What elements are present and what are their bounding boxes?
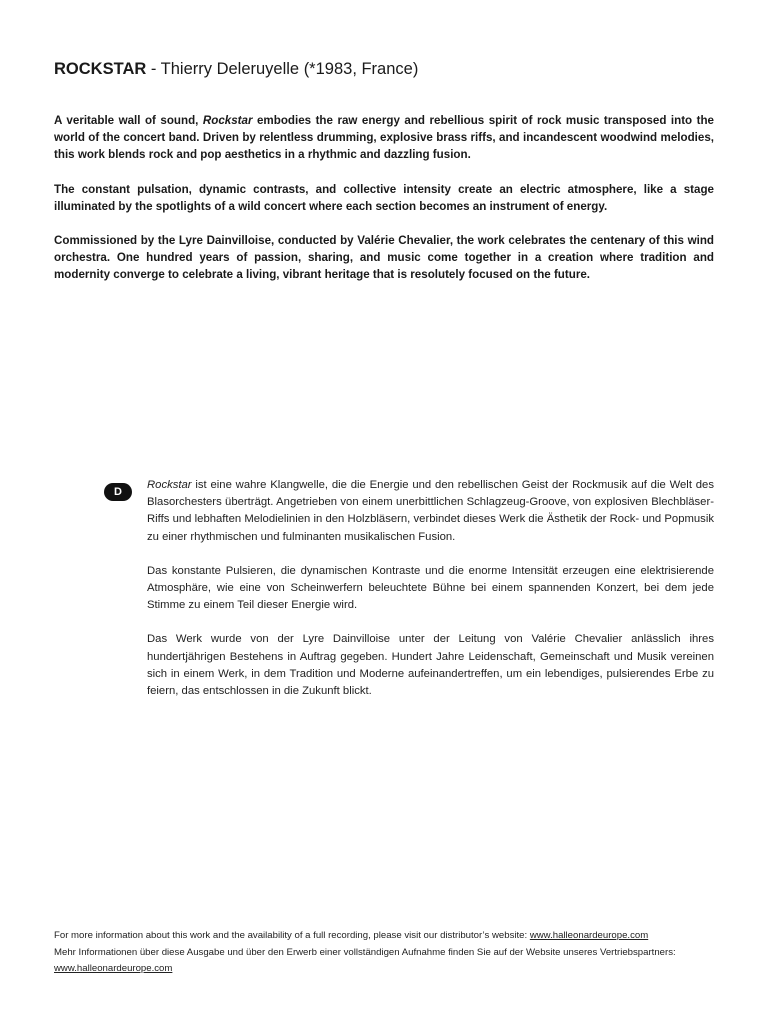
- composer-info: - Thierry Deleruyelle (*1983, France): [146, 60, 419, 78]
- distributor-link[interactable]: www.halleonardeurope.com: [529, 930, 649, 941]
- language-badge-german: D: [104, 483, 132, 501]
- work-title-italic: Rockstar: [147, 479, 192, 491]
- german-paragraph-3: Das Werk wurde von der Lyre Dainvilloise unter der Leitung von Valérie Chevalier anlässlich ihres hundertjährigen Bestehens in Auftrag gegeben. Hundert Jahre Leidenschaft, Gemeinschaft und Musik vereinen sich in einem Werk, in dem Tradition und Moderne aufeinandertreffen, um ein lebendiges, pulsierendes Erbe zu feiern, das entschlossen in die Zukunft blickt.: [147, 633, 714, 698]
- german-paragraph-1: Rockstar ist eine wahre Klangwelle, die die Energie und den rebellischen Geist der Rockmusik auf die Welt des Blasorchesters überträgt. Angetrieben von einem unerbittlichen Schlagzeug-Groove, von explosiven Blechbläser-Riffs und lebhaften Melodielinien in den Holzbläsern, verbindet dieses Werk die Ästhetik der Rock- und Popmusik zu einer rhythmischen und fulminanten musikalischen Fusion.: [147, 479, 714, 543]
- german-paragraph-2: Das konstante Pulsieren, die dynamischen Kontraste und die enorme Intensität erzeugen eine elektrisierende Atmosphäre, wie eine von Scheinwerfern beleuchtete Bühne bei einem spannenden Konzert, bei dem jede Stimme zu einem Teil dieser Energie wird.: [147, 564, 714, 612]
- work-title: ROCKSTAR: [54, 60, 147, 78]
- german-description: [147, 477, 714, 717]
- english-paragraph-3: Commissioned by the Lyre Dainvilloise, conducted by Valérie Chevalier, the work celebrates the centenary of this wind orchestra. One hundred years of passion, sharing, and music come together in a creation where tradition and modernity converge to celebrate a living, vibrant heritage that is resolutely focused on the future.: [54, 234, 714, 282]
- footer-info: [54, 928, 714, 978]
- work-title-italic: Rockstar: [202, 114, 253, 127]
- footer-line-german: Mehr Informationen über diese Ausgabe und über den Erwerb einer vollständigen Aufnahme finden Sie auf der Website unseres Vertriebspartners: www.halleonardeurope.com: [54, 946, 676, 975]
- page-title: [54, 60, 418, 79]
- footer-line-english: For more information about this work and the availability of a full recording, please visit our distributor’s website: www.halleonardeurope.com: [54, 930, 649, 941]
- english-description: [54, 112, 714, 301]
- distributor-link-german[interactable]: www.halleonardeurope.com: [54, 963, 173, 975]
- english-paragraph-2: The constant pulsation, dynamic contrasts, and collective intensity create an electric atmosphere, like a stage illuminated by the spotlights of a wild concert where each section becomes an instrument of energy.: [54, 182, 714, 213]
- english-paragraph-1: A veritable wall of sound, Rockstar embodies the raw energy and rebellious spirit of rock music transposed into the world of the concert band. Driven by relentless drumming, explosive brass riffs, and incandescent woodwind melodies, this work blends rock and pop aesthetics in a rhythmic and dazzling fusion.: [54, 114, 714, 162]
